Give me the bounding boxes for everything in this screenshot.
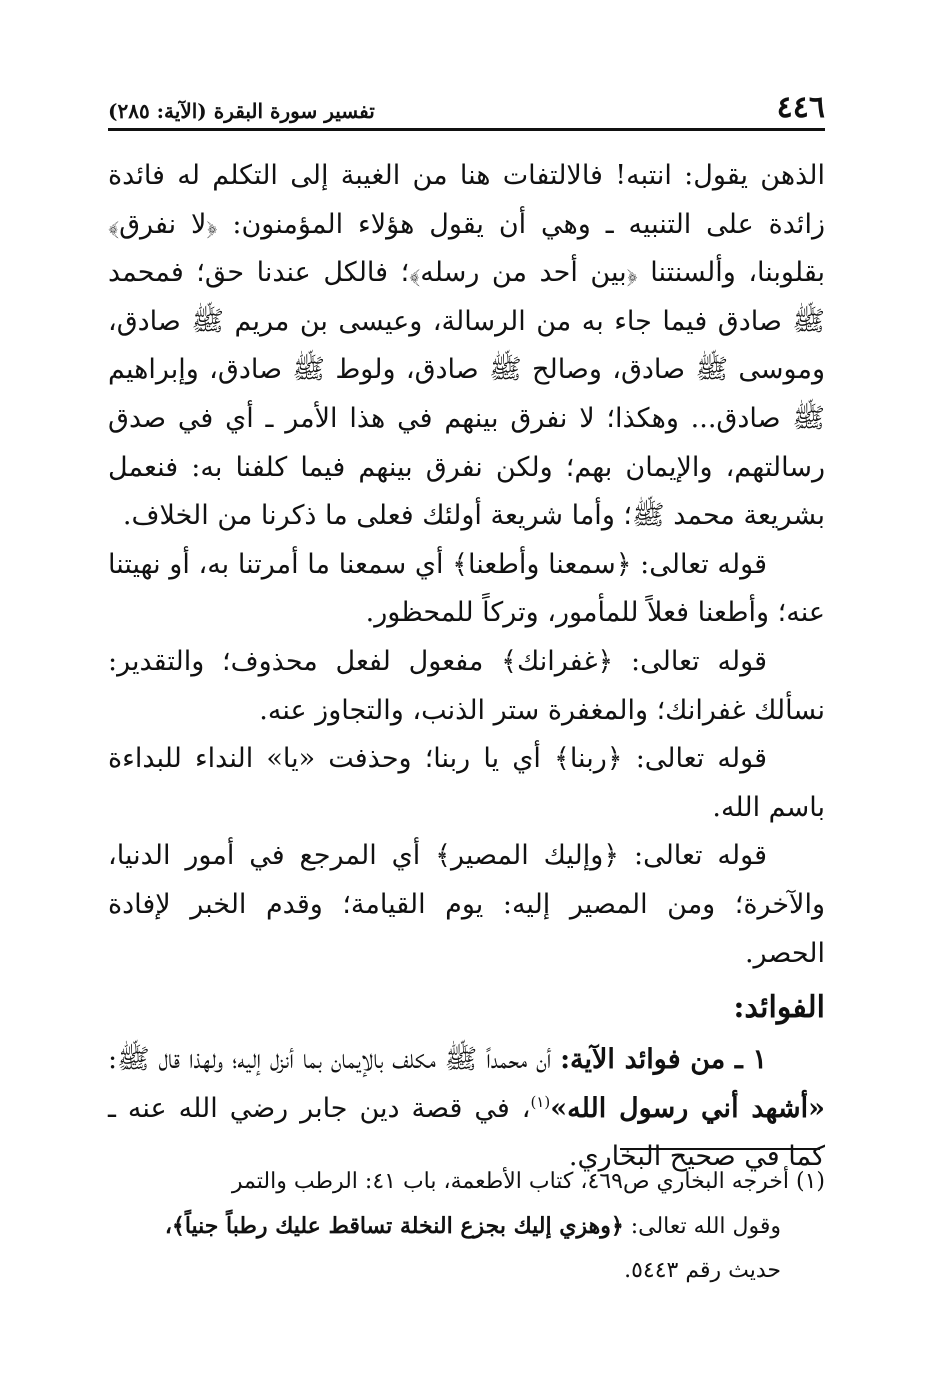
footnote-separator xyxy=(620,1148,820,1150)
benefit-text-b: ، في قصة دين جابر رضي الله عنه ـ كما في صحيح البخاري. xyxy=(108,1092,825,1173)
page-header xyxy=(108,88,825,131)
paragraph-samina: قوله تعالى: ﴿سمعنا وأطعنا﴾ أي سمعنا ما أمرتنا به، أو نهيتنا عنه؛ وأطعنا فعلاً للمأمور، وتركاً للمحظور. xyxy=(108,548,825,629)
footnote-line-2 xyxy=(108,1204,825,1249)
footnote-line-1: (١) أخرجه البخاري ص٤٦٩، كتاب الأطعمة، باب ٤١: الرطب والتمر xyxy=(231,1169,825,1194)
footnote-line-2-lead: وقول الله تعالى: xyxy=(630,1214,781,1239)
benefit-text-a: أن محمداً ﷺ مكلف بالإيمان بما أنزل إليه؛ ولهذا قال ﷺ: xyxy=(108,1044,552,1076)
section-heading: الفوائد: xyxy=(733,990,825,1026)
paragraph-continued: الذهن يقول: انتبه! فالالتفات هنا من الغيبة إلى التكلم له فائدة زائدة على التنبيه ـ وهي أن يقول هؤلاء المؤمنون: ﴿لا نفرق﴾ بقلوبنا، وألسنتنا ﴿بين أحد من رسله﴾؛ فالكل عندنا حق؛ فمحمد ﷺ صادق فيما جاء به من الرسالة، وعيسى بن مريم ﷺ صادق، وموسى ﷺ صادق، وصالح ﷺ صادق، ولوط ﷺ صادق، وإبراهيم ﷺ صادق... وهكذا؛ لا نفرق بينهم في هذا الأمر ـ أي في صدق رسالتهم، والإيمان بهم؛ ولكن نفرق بينهم فيما كلفنا به: فنعمل بشريعة محمد ﷺ؛ وأما شريعة أولئك فعلى ما ذكرنا من الخلاف. xyxy=(108,160,825,532)
paragraph-ghufranak: قوله تعالى: ﴿غفرانك﴾ مفعول لفعل محذوف؛ والتقدير: نسألك غفرانك؛ والمغفرة ستر الذنب، والتجاوز عنه. xyxy=(108,645,825,726)
hadith-quote: «أشهد أني رسول الله» xyxy=(550,1092,825,1124)
footnotes xyxy=(108,1160,825,1293)
paragraph-almasir: قوله تعالى: ﴿وإليك المصير﴾ أي المرجع في أمور الدنيا، والآخرة؛ ومن المصير إليه: يوم القيامة؛ وقدم الخبر لإفادة الحصر. xyxy=(108,840,825,969)
footnote-line-3: حديث رقم ٥٤٤٣. xyxy=(624,1258,781,1283)
running-title: تفسير سورة البقرة (الآية: ٢٨٥) xyxy=(108,99,375,123)
page-number: ٤٤٦ xyxy=(776,90,825,125)
footnote-ref: (١) xyxy=(530,1092,551,1111)
main-text xyxy=(108,152,825,1182)
benefit-lead: ١ ـ من فوائد الآية: xyxy=(560,1044,767,1076)
paragraph-rabbana: قوله تعالى: ﴿ربنا﴾ أي يا ربنا؛ وحذفت «يا» النداء للبداءة باسم الله. xyxy=(108,743,825,823)
footnote-verse: ﴿وهزي إليك بجزع النخلة تساقط عليك رطباً جنياً﴾، xyxy=(164,1213,624,1239)
